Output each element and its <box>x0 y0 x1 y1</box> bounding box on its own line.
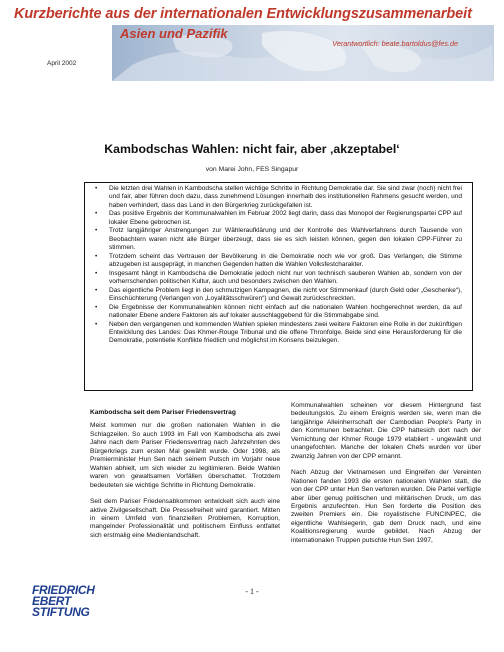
body-column-right <box>291 402 481 553</box>
summary-point: • Trotz langjähriger Anstrengungen zur Wähleraufklärung und der Kontrolle des Wahlverfahrens durch Tausende von Beobachtern waren nicht alle Bürger überzeugt, dass sie es sich leisten können, gegen den lokalen CPP-Führer zu stimmen. <box>109 227 462 252</box>
contact-email[interactable]: Verantwortlich: beate.bartoldus@fes.de <box>332 39 458 48</box>
summary-list <box>85 183 472 345</box>
series-title: Kurzberichte aus der internationalen Entwicklungszusammenarbeit <box>14 6 472 22</box>
publication-date: April 2002 <box>47 60 77 67</box>
page-number: - 1 - <box>245 587 259 596</box>
summary-point: • Die letzten drei Wahlen in Kambodscha stellen wichtige Schritte in Richtung Demokratie dar. Sie sind zwar (noch) nicht frei und fair, aber führen doch dazu, dass zunehmend Lösungen innerhalb des institutionellen Rahmens gesucht werden, und haben verhindert, dass das Land in den Bürgerkrieg zurückgefallen ist. <box>109 185 462 210</box>
summary-point: • Trotzdem scheint das Vertrauen der Bevölkerung in die Demokratie noch wie vor groß. Das Verlangen, die Stimme abzugeben ist ausgeprägt, in manchen Gegenden hatten die Wahlen Volksfestcharakter. <box>109 253 462 270</box>
section-heading: Kambodscha seit dem Pariser Friedensvertrag <box>90 409 236 416</box>
summary-box <box>84 182 473 391</box>
logo-line: STIFTUNG <box>32 605 90 619</box>
summary-point: • Die Ergebnisse der Kommunalwahlen können nicht einfach auf die nationalen Wahlen hochgerechnet werden, da auf nationaler Ebene andere Faktoren als auf lokaler ausschlaggebend für die Stimmabgabe sind. <box>109 304 462 321</box>
fes-logo <box>32 585 128 618</box>
summary-point: • Insgesamt hängt in Kambodscha die Demokratie jedoch nicht nur von technisch sauberen Wahlen ab, sondern von der vorherrschenden politischen Kultur, auch und besonders zwischen den Wahlen. <box>109 270 462 287</box>
body-paragraph: Nach Abzug der Vietnamesen und Eingreifen der Vereinten Nationen fanden 1993 die ersten nationalen Wahlen statt, die von der CPP unter Hun Sen verloren wurden. Die Partei verfügte aber über genug politischen und militärischen Druck, um das Ergebnis anzufechten. Hun Sen forderte die Position des zweiten Premiers ein. Die royalistische FUNCINPEC, die eigentliche Wahlsiegerin, gab dem Druck nach, und eine Koalitionsregierung wurde gebildet. Nach Abzug der internationalen Truppen putschte Hun Sen 1997, <box>291 469 481 544</box>
article-title: Kambodschas Wahlen: nicht fair, aber ‚akzeptabel‘ <box>104 142 400 156</box>
article-author: von Marei John, FES Singapur <box>205 166 299 173</box>
summary-point: • Das eigentliche Problem liegt in den schmutzigen Kampagnen, die nicht vor Stimmenkauf (durch Geld oder „Geschenke“), Einschüchterung (Verlangen von „Loyalitätsschwüren“) und Gewalt zurückschreckten. <box>109 287 462 304</box>
body-paragraph: Seit dem Pariser Friedensabkommen entwickelt sich auch eine aktive Zivilgesellschaft. Die Pressefreiheit wird garantiert. Mitten in einem Umfeld von finanziellen Problemen, Korruption, mangelnder Professionalität und politischem Einfluss entfaltet sich erstmalig eine Medienlandschaft. <box>90 498 280 539</box>
region-title: Asien und Pazifik <box>120 26 228 41</box>
body-column-left <box>90 402 280 548</box>
body-paragraph: Kommunalwahlen scheinen vor diesem Hintergrund fast bedeutungslos. Zu einem Ereignis werden sie, wenn man die langjährige Alleinherrschaft der Cambodian People's Party in den Kommunen betrachtet. Die CPP hattesich dort nach der Vernichtung der Khmer Rouge 1979 etabliert - ungewählt und unangefochten. Manche der lokalen Chefs wurden vor über zwanzig Jahren von der CPP ernannt. <box>291 402 481 460</box>
summary-point: • Neben den vergangenen und kommenden Wahlen spielen mindestens zwei weitere Faktoren eine Rolle in der zukünftigen Entwicklung des Landes: Das Khmer-Rouge Tribunal und die offene Thronfolge. Beide sind eine Herausforderung für die Demokratie, potentielle Konflikte friedlich und möglichst im Konsens beizulegen. <box>109 321 462 346</box>
logo-line: FRIEDRICH <box>32 583 95 597</box>
summary-point: • Das positive Ergebnis der Kommunalwahlen im Februar 2002 liegt darin, dass das Monopol der Regierungspartei CPP auf lokaler Ebene gebrochen ist. <box>109 210 462 227</box>
body-paragraph: Meist kommen nur die großen nationalen Wahlen in die Schlagzeilen. So auch 1993 im Fall von Kambodscha als zwei Jahre nach dem Pariser Friedensvertrag nach Jahrzehnten des Bürgerkriegs zum ersten Mal gewählt wurde. Oder 1998, als Premierminister Hun Sen nach seinem Putsch im Vorjahr neue Wahlen abhielt, um sich wieder zu legitimieren. Beide Wahlen waren von gewaltsamen Vorfällen überschattet. Trotzdem bedeuteten sie wichtige Schritte in Richtung Demokratie. <box>90 422 280 489</box>
region-banner <box>112 25 494 81</box>
logo-line: EBERT <box>32 594 71 608</box>
